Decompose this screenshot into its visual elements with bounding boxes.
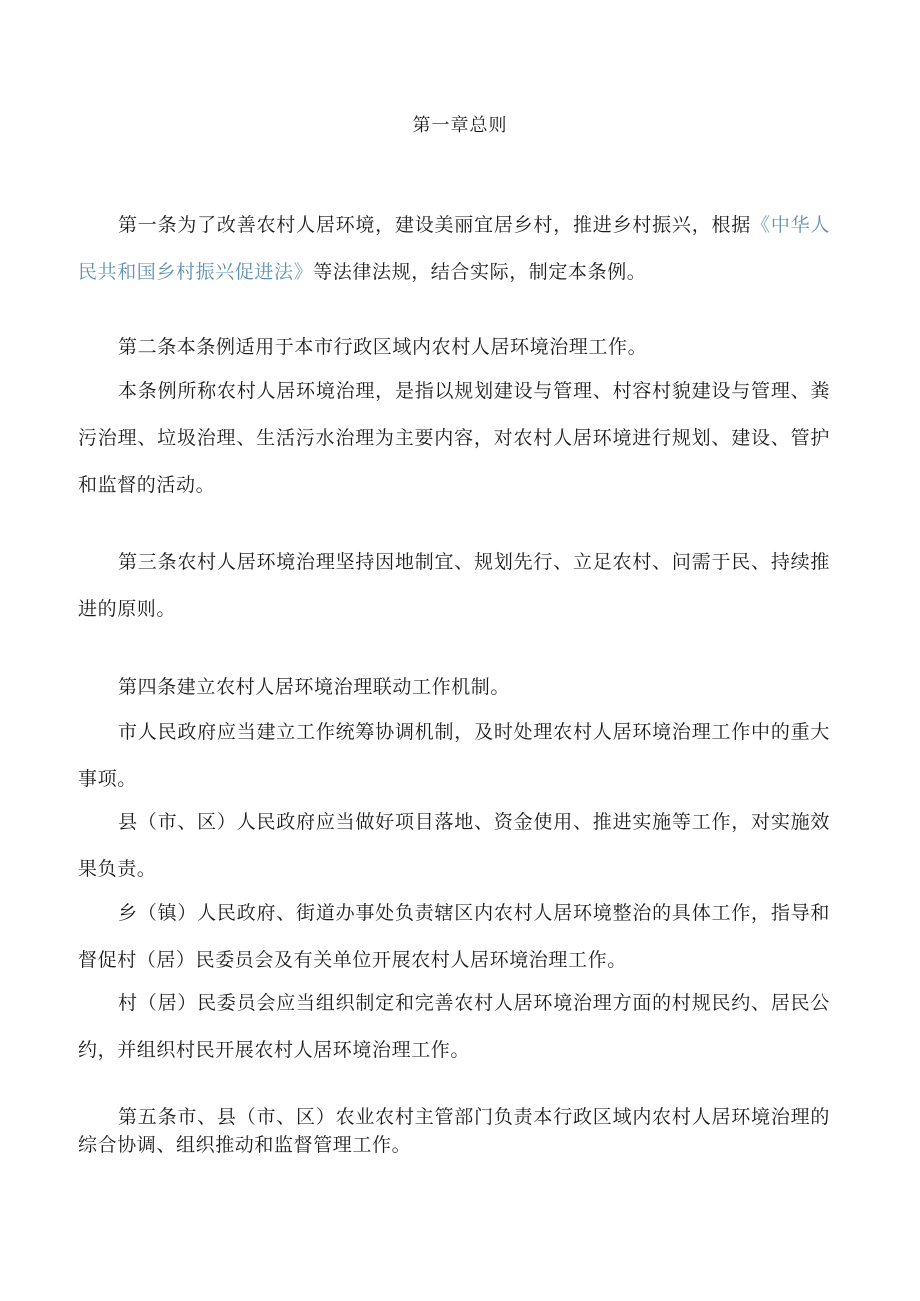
article-4-paragraph-5: 村（居）民委员会应当组织制定和完善农村人居环境治理方面的村规民约、居民公约，并组织村民开展农村人居环境治理工作。 bbox=[78, 992, 830, 1061]
article-1-suffix: 等法律法规，结合实际，制定本条例。 bbox=[313, 261, 647, 283]
law-link[interactable]: 《中华人民共和国乡村振兴促进法》 bbox=[78, 214, 830, 283]
article-2-paragraph-2: 本条例所称农村人居环境治理，是指以规划建设与管理、村容村貌建设与管理、粪污治理、垃圾治理、生活污水治理为主要内容，对农村人居环境进行规划、建设、管护和监督的活动。 bbox=[78, 380, 830, 496]
article-4-paragraph-3: 县（市、区）人民政府应当做好项目落地、资金使用、推进实施等工作，对实施效果负责。 bbox=[78, 811, 830, 880]
article-4-paragraph-2: 市人民政府应当建立工作统筹协调机制，及时处理农村人居环境治理工作中的重大事项。 bbox=[78, 721, 830, 790]
article-5: 第五条市、县（市、区）农业农村主管部门负责本行政区域内农村人居环境治理的综合协调、组织推动和监督管理工作。 bbox=[78, 1106, 830, 1156]
article-4-paragraph-4: 乡（镇）人民政府、街道办事处负责辖区内农村人居环境整治的具体工作，指导和督促村（居）民委员会及有关单位开展农村人居环境治理工作。 bbox=[78, 902, 830, 971]
article-4: 第四条建立农村人居环境治理联动工作机制。 bbox=[118, 676, 511, 698]
article-2: 第二条本条例适用于本市行政区域内农村人居环境治理工作。 bbox=[118, 336, 648, 358]
article-1-text: 第一条为了改善农村人居环境，建设美丽宜居乡村，推进乡村振兴，根据 bbox=[118, 214, 752, 236]
article-3: 第三条农村人居环境治理坚持因地制宜、规划先行、立足农村、问需于民、持续推进的原则。 bbox=[78, 551, 830, 620]
chapter-title: 第一章总则 bbox=[412, 115, 508, 136]
article-1 bbox=[78, 202, 830, 296]
